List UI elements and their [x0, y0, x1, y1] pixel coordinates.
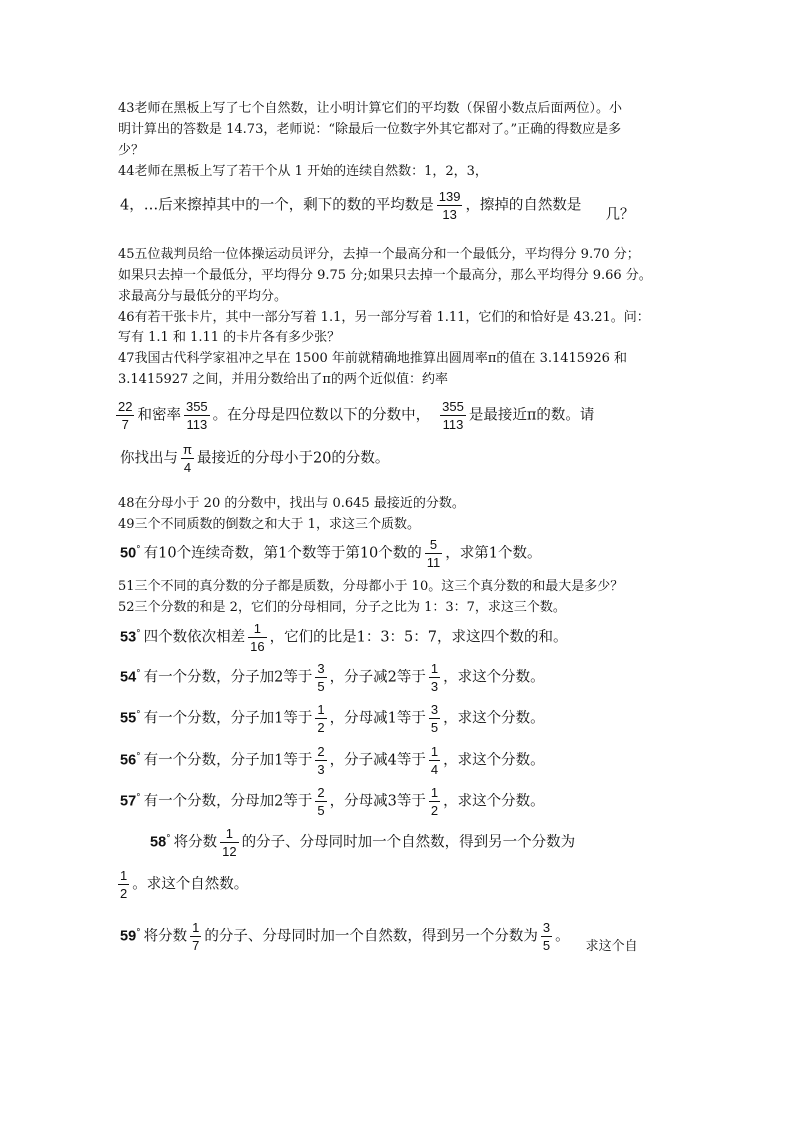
q52-line1: 52三个分数的和是 2，它们的分母相同，分子之比为 1：3：7，求这三个数。: [118, 600, 566, 615]
q54-fraction-2: [429, 661, 440, 694]
q53-number: 53: [120, 629, 137, 646]
q55-f1-num: 1: [317, 702, 325, 717]
q57-number: 57: [120, 793, 137, 810]
q50-text-pre: 有10个连续奇数，第1个数等于第10个数的: [143, 545, 422, 562]
q56-f2-den: 4: [430, 762, 439, 777]
q51-line1: 51三个不同的真分数的分子都是质数，分母都小于 10。这三个真分数的和最大是多少？: [118, 579, 624, 594]
q55-fraction-1: [315, 702, 326, 735]
q53-fraction: [248, 621, 266, 654]
q55-f2-num: 3: [430, 702, 439, 717]
q50-text-post: ，求第1个数。: [445, 545, 542, 562]
q55-ring-mark: °: [136, 709, 141, 720]
q47-text-1: 和密率: [137, 407, 181, 424]
q47-f4-num: π: [183, 442, 192, 457]
q44-frac-num: 139: [438, 189, 461, 204]
q50-fraction: [425, 537, 443, 570]
q55-fraction-2: [429, 702, 440, 735]
q47-f3-num: 355: [442, 399, 464, 414]
q58-text-line2: 。求这个自然数。: [132, 876, 249, 893]
q58-f2-den: 2: [120, 886, 128, 901]
q47-text-3: 是最接近π的数。请: [468, 407, 595, 424]
q57-text-mid: ，分母减3等于: [329, 793, 426, 810]
q45-line2: 如果只去掉一个最低分，平均得分 9.75 分;如果只去掉一个最高分，那么平均得分 9.66 分。: [118, 268, 652, 283]
q43-line3: 少？: [118, 143, 145, 158]
q46-line1: 46有若干张卡片，其中一部分写着 1.1，另一部分写着 1.11，它们的和恰好是 43.21。问：: [118, 310, 650, 325]
q57-text-post: ，求这个分数。: [443, 793, 545, 810]
q50-number: 50: [120, 545, 137, 562]
q50-ring-mark: °: [136, 544, 141, 555]
q50-line: [120, 537, 542, 570]
q47-fraction-closest: [440, 399, 466, 432]
q59-text-tail: 求这个自: [585, 938, 638, 954]
q59-fraction-1: [190, 920, 201, 953]
q55-f2-den: 5: [430, 720, 439, 735]
q53-ring-mark: °: [136, 628, 141, 639]
q56-fraction-1: [315, 744, 326, 777]
q54-text-mid: ，分子减2等于: [329, 669, 426, 686]
q59-text-mid: 的分子、分母同时加一个自然数，得到另一个分数为: [204, 928, 538, 945]
q45-line1: 45五位裁判员给一位体操运动员评分，去掉一个最高分和一个最低分，平均得分 9.70 分；: [118, 247, 640, 262]
q56-text-post: ，求这个分数。: [443, 752, 545, 769]
q56-text-mid: ，分子减4等于: [329, 752, 426, 769]
q59-fraction-2: [541, 920, 552, 953]
q47-line4: [120, 442, 389, 475]
q47-fraction-yuelv: [116, 399, 134, 432]
q43-line2: 明计算出的答数是 14.73，老师说：“除最后一位数字外其它都对了。”正确的得数应是多: [118, 122, 622, 137]
q53-line: [120, 621, 568, 654]
q46-line2: 写有 1.1 和 1.11 的卡片各有多少张？: [118, 330, 341, 345]
q47-line2: 3.1415927 之间，并用分数给出了π的两个近似值：约率: [118, 372, 448, 387]
q55-line: [120, 702, 545, 735]
q44-text-pre: 4，…后来擦掉其中的一个，剩下的数的平均数是: [120, 197, 434, 214]
q55-f1-den: 2: [317, 720, 325, 735]
q58-f2-num: 1: [120, 868, 128, 883]
q44-text-tail: 几？: [605, 206, 635, 223]
q54-ring-mark: °: [136, 668, 141, 679]
q54-text-post: ，求这个分数。: [443, 669, 545, 686]
q47-text-5: 最接近的分母小于20的分数。: [196, 450, 390, 467]
q58-line2: [118, 868, 248, 901]
q57-text-pre: 有一个分数，分母加2等于: [143, 793, 313, 810]
q59-f2-den: 5: [542, 938, 551, 953]
q58-number: 58: [150, 834, 167, 851]
q59-f1-num: 1: [192, 920, 200, 935]
q54-fraction-1: [315, 661, 326, 694]
q56-f1-num: 2: [317, 744, 325, 759]
q59-f1-den: 7: [192, 938, 200, 953]
q47-f1-num: 22: [118, 399, 133, 414]
q53-f-den: 16: [250, 639, 265, 654]
q55-text-pre: 有一个分数，分子加1等于: [143, 710, 313, 727]
q47-f2-den: 113: [186, 417, 208, 432]
q55-text-mid: ，分母减1等于: [329, 710, 426, 727]
q59-text-post: 。: [555, 928, 570, 945]
q58-f1-den: 12: [222, 844, 237, 859]
q43-line1: 43老师在黑板上写了七个自然数，让小明计算它们的平均数（保留小数点后面两位）。小: [118, 101, 623, 116]
q59-ring-mark: °: [136, 927, 141, 938]
q57-f2-den: 2: [430, 803, 439, 818]
q44-frac-den: 13: [442, 207, 457, 222]
q47-f1-den: 7: [121, 417, 129, 432]
q56-number: 56: [120, 752, 137, 769]
q55-text-post: ，求这个分数。: [443, 710, 545, 727]
q47-line3: [116, 399, 594, 432]
q58-f1-num: 1: [220, 826, 238, 843]
q50-f-den: 11: [426, 555, 441, 570]
q54-text-pre: 有一个分数，分子加2等于: [143, 669, 313, 686]
q58-line1: [150, 826, 575, 859]
q57-line: [120, 785, 545, 818]
q58-ring-mark: °: [166, 833, 171, 844]
q56-ring-mark: °: [136, 751, 141, 762]
q56-f1-den: 3: [317, 762, 325, 777]
q54-line: [120, 661, 545, 694]
q57-f1-num: 2: [317, 785, 325, 800]
q54-number: 54: [120, 669, 137, 686]
q47-text-4: 你找出与: [120, 450, 178, 467]
q59-line: [120, 920, 638, 953]
q44-line1: 44老师在黑板上写了若干个从 1 开始的连续自然数：1，2，3，: [118, 164, 488, 179]
q47-f2-num: 355: [185, 399, 208, 414]
q47-text-2: 。在分母是四位数以下的分数中，: [212, 407, 431, 424]
q47-fraction-milv: [184, 399, 210, 432]
q59-f2-num: 3: [542, 920, 551, 935]
q57-ring-mark: °: [136, 792, 141, 803]
q47-f4-den: 4: [183, 460, 192, 475]
q56-line: [120, 744, 545, 777]
q47-line1: 47我国古代科学家祖冲之早在 1500 年前就精确地推算出圆周率π的值在 3.1415926 和: [118, 351, 627, 366]
q59-number: 59: [120, 928, 137, 945]
q57-fraction-2: [429, 785, 440, 818]
q44-line2: [120, 189, 634, 222]
q44-text-mid: ，擦掉的自然数是: [465, 197, 582, 214]
q57-f1-den: 5: [317, 803, 325, 818]
q53-text-post: ，它们的比是1：3：5：7，求这四个数的和。: [269, 629, 568, 646]
q58-fraction-1: [220, 826, 238, 859]
q48-line1: 48在分母小于 20 的分数中，找出与 0.645 最接近的分数。: [118, 496, 465, 511]
q49-line1: 49三个不同质数的倒数之和大于 1，求这三个质数。: [118, 517, 420, 532]
q47-fraction-pi-over-4: [181, 442, 194, 475]
q44-fraction: [437, 189, 463, 222]
q45-line3: 求最高分与最低分的平均分。: [118, 289, 288, 304]
q58-text-post: 的分子、分母同时加一个自然数，得到另一个分数为: [241, 834, 576, 851]
q54-f2-den: 3: [430, 679, 439, 694]
q55-number: 55: [120, 710, 137, 727]
q54-f1-num: 3: [317, 661, 325, 676]
q47-f3-den: 113: [442, 417, 464, 432]
q50-f-num: 5: [425, 537, 443, 554]
q54-f1-den: 5: [317, 679, 325, 694]
q56-f2-num: 1: [430, 744, 439, 759]
q59-text-pre: 将分数: [143, 928, 188, 945]
q56-fraction-2: [429, 744, 440, 777]
q57-f2-num: 1: [430, 785, 439, 800]
q58-text-pre: 将分数: [173, 834, 218, 851]
q58-fraction-2: [118, 868, 129, 901]
q57-fraction-1: [315, 785, 326, 818]
q53-text-pre: 四个数依次相差: [143, 629, 246, 646]
q56-text-pre: 有一个分数，分子加1等于: [143, 752, 313, 769]
q54-f2-num: 1: [430, 661, 439, 676]
q53-f-num: 1: [248, 621, 266, 638]
